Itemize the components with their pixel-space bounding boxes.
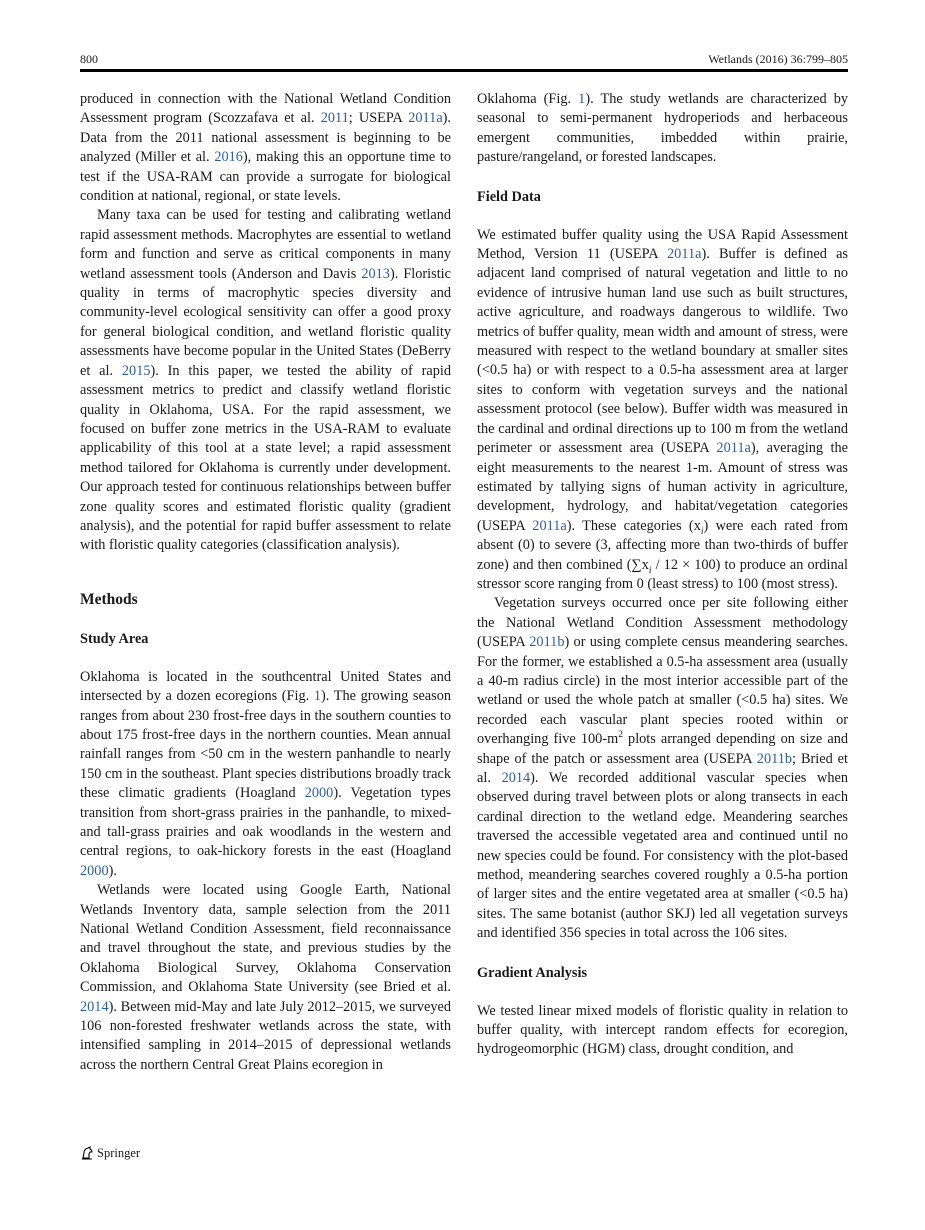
subsection-heading-field-data: Field Data (477, 188, 541, 205)
paragraph-vegetation-surveys: Vegetation surveys occurred once per site following either the National Wetland Condition Assessment methodology (USEPA 2011b) or using complete census meandering searches. For the former, we established a 0.5-ha assessment area (usually a 40-m radius circle) in the most interior accessible part of the wetland or used the whole patch at smaller (<0.5 ha) sites. We recorded each vascular plant species rooted within or overhanging five $100-m^2$ plots arranged depending on size and shape of the patch or assessment area (USEPA 2011b; Bried et al. 2014). We recorded additional vascular species when observed during travel between plots or along transects in each cardinal direction to the wetland edge. Meandering searches traversed the accessible vegetated area and continued until no new species could be found. For consistency with the plot-based method, meandering searches covered roughly a 0.5-ha portion of larger sites and the entire vegetated area at smaller (<0.5 ha) sites. The same botanist (author SKJ) led all vegetation surveys and identified 356 species in total across the 106 sites. (477, 595, 848, 942)
section-heading-methods: Methods (80, 590, 138, 608)
subsection-heading-study-area: Study Area (80, 630, 149, 647)
paragraph-intro-continued: produced in connection with the National Wetland Condition Assessment program (Scozzafava et al. 2011; USEPA 2011a). Data from the 2011 national assessment is beginning to be analyzed (Miller et al. 2016), making this an opportune time to test if the USA-RAM can provide a surrogate for biological condition at national, regional, or state levels. (80, 91, 452, 205)
subsection-heading-gradient-analysis: Gradient Analysis (477, 964, 588, 981)
citation-link[interactable]: 2015 (121, 362, 151, 379)
paragraph-buffer-quality: We estimated buffer quality using the USA Rapid Assessment Method, Version 11 (USEPA 2011a). Buffer is defined as adjacent land comprised of natural vegetation and little to no evidence of intrusive human land use such as built structures, active agriculture, and roadways dangerous to wildlife. Two metrics of buffer quality, mean width and amount of stress, were measured with respect to the wetland boundary at smaller sites (<0.5 ha) or with respect to a 0.5-ha assessment area at larger sites to conform with vegetation surveys and the national assessment protocol (see below). Buffer width was measured in the cardinal and ordinal directions up to 100 m from the wetland perimeter or assessment area (USEPA 2011a), averaging the eight measurements to the nearest 1-m. Amount of stress was estimated by tallying signs of human activity in agriculture, development, hydrology, and habitat/vegetation categories (USEPA 2011a). These categories $(x_i)$ were each rated from absent (0) to severe (3, affecting more than two-thirds of buffer zone) and then combined $(\sum x_i / 12 \times 100)$ to produce an ordinal stressor score ranging from 0 (least stress) to 100 (most stress). (477, 226, 848, 592)
figure-link[interactable]: 1 (313, 688, 322, 705)
citation-link[interactable]: 2013 (361, 265, 390, 282)
citation-link[interactable]: 2014 (80, 998, 109, 1015)
citation-link[interactable]: 2011 (320, 110, 349, 127)
citation-link[interactable]: 2011a (408, 110, 443, 127)
citation-link[interactable]: 2011b (756, 750, 793, 767)
citation-link[interactable]: 2000 (80, 862, 109, 879)
citation-link[interactable]: 2011a (716, 440, 751, 457)
header-rule (80, 69, 848, 72)
page-number: 800 (80, 52, 98, 66)
left-column (80, 90, 451, 1075)
paragraph-wetland-location: Wetlands were located using Google Earth, National Wetlands Inventory data, sample selection from the 2011 National Wetland Condition Assessment, field reconnaissance and travel throughout the state, and previous studies by the Oklahoma Biological Survey, Oklahoma Conservation Commission, and Oklahoma State University (see Bried et al. 2014). Between mid-May and late July 2012–2015, we surveyed 106 non-forested freshwater wetlands across the state, with intensified sampling in 2014–2015 of depressional wetlands across the northern Central Great Plains ecoregion in (80, 882, 451, 1073)
citation-link[interactable]: 2000 (304, 785, 334, 802)
page-footer (80, 1145, 140, 1161)
springer-horse-icon (80, 1146, 94, 1160)
right-column (477, 90, 848, 1060)
paragraph-study-area: Oklahoma is located in the southcentral United States and intersected by a dozen ecoregions (Fig. 1). The growing season ranges from about 230 frost-free days in the southern counties to about 175 frost-free days in the northern counties. Mean annual rainfall ranges from <50 cm in the western panhandle to nearly 150 cm in the southeast. Plant species distributions broadly track these climatic gradients (Hoagland 2000). Vegetation types transition from short-grass prairies in the panhandle, to mixed- and tall-grass prairies and oak woodlands in the western and central regions, to oak-hickory forests in the east (Hoagland 2000). (80, 668, 452, 879)
paragraph-study-wetlands: Oklahoma (Fig. 1). The study wetlands are characterized by seasonal to semi-permanent hydroperiods and herbaceous emergent communities, imbedded within prairie, pasture/rangeland, or forested landscapes. (477, 91, 848, 166)
citation-link[interactable]: 2014 (501, 770, 531, 786)
citation-link[interactable]: 2011a (667, 246, 702, 263)
citation-link[interactable]: 2011a (532, 517, 567, 534)
journal-citation: Wetlands (2016) 36:799–805 (708, 52, 848, 66)
citation-link[interactable]: 2011b (529, 634, 565, 651)
paragraph-gradient-analysis: We tested linear mixed models of floristic quality in relation to buffer quality, with intercept random effects for ecoregion, hydrogeomorphic (HGM) class, drought condition, and (477, 1002, 848, 1058)
paragraph-taxa: Many taxa can be used for testing and calibrating wetland rapid assessment methods. Macrophytes are essential to wetland form and function and serve as critical components in many wetland assessment tools (Anderson and Davis 2013). Floristic quality in terms of macrophytic species diversity and community-level ecological sensitivity can offer a good proxy for general biological condition, and wetland floristic quality assessments have become popular in the United States (DeBerry et al. 2015). In this paper, we tested the ability of rapid assessment metrics to predict and classify wetland floristic quality in Oklahoma, USA. For the rapid assessment, we focused on buffer zone metrics in the USA-RAM to evaluate applicability of this tool at a state level; a rapid assessment method tailored for Oklahoma is currently under development. Our approach tested for continuous relationships between buffer zone quality scores and estimated floristic quality (gradient analysis), and the potential for rapid buffer assessment to relate with floristic quality categories (classification analysis). (80, 207, 451, 554)
publisher-name: Springer (97, 1146, 141, 1160)
citation-link[interactable]: 2016 (214, 149, 243, 166)
figure-link[interactable]: 1 (578, 91, 586, 107)
